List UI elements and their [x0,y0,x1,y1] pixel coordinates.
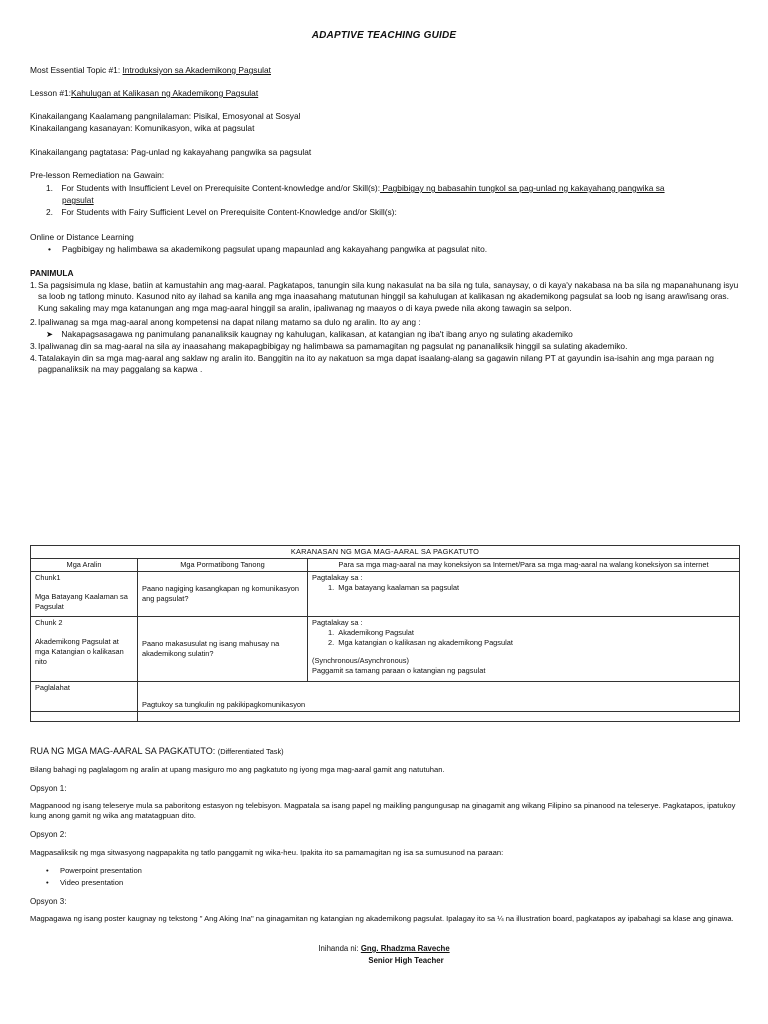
chunk1-question: Paano nagiging kasangkapan ng komunikasyon ang pagsulat? [138,571,308,616]
chunk2-cell [31,616,138,681]
option-2-text: Magpasaliksik ng mga sitwasyong nagpapakita ng tatlo panggamit ng wika-heu. Ipakita ito sa pamamagitan ng isa sa sumusunod na paraan: [30,848,504,857]
chunk2-title: Chunk 2 [35,617,63,627]
chunk1-discussion: Pagtalakay sa : [312,572,363,582]
option-3-label: Opsyon 3: [30,897,67,906]
arrow-bullet-icon: ➤ [46,329,54,339]
prepared-by [0,944,768,955]
rua-subheading: (Differentiated Task) [217,747,284,756]
remediation-item-2 [46,207,397,218]
topic-label: Most Essential Topic #1: [30,65,123,75]
chunk2-list-item-2: 2. Mga katangian o kalikasan ng akademikong Pagsulat [328,637,513,647]
chunk2-note: Paggamit sa tamang paraan o katangian ng pagsulat [312,665,486,675]
remediation-heading: Pre-lesson Remediation na Gawain: [30,170,165,180]
panimula-subitem-text: Nakapagsasagawa ng panimulang pananaliksik kaugnay ng kahulugan, kalikasan, at katangian ng iba't ibang anyo ng sulating akademiko [61,329,573,339]
header-internet: Para sa mga mag-aaral na may koneksiyon sa Internet/Para sa mga mag-aaral na walang koneksiyon sa internet [308,558,740,571]
remediation-value-1-cont: pagsulat [62,195,94,205]
option-2-label: Opsyon 2: [30,830,67,839]
chunk1-cell [31,571,138,616]
panimula-num-2: 2. [30,317,37,327]
option-2-item-2: Video presentation [60,878,124,887]
header-tanong: Mga Pormatibong Tanong [138,558,308,571]
option-3-text: Magpagawa ng isang poster kaugnay ng tekstong " Ang Aking Ina" na ginagamitan ng katangian ng akademikong pagsulat. Ipalagay ito sa ¼ na illustration board, pagkatapos ay ipabahagi sa klase ang ginawa. [30,914,734,923]
remediation-label-1: For Students with Insufficient Level on Prerequisite Content-knowledge and/or Skill(s): [61,183,381,193]
chunk2-discussion: Pagtalakay sa : [312,617,363,627]
option-1-text: Magpanood ng isang teleserye mula sa paboritong estasyon ng telebisyon. Magpatala sa isang papel ng maikling pangungusap na ginagamit ang wikang Filipino sa pinanood na teleserye. Pagkatapos, ipatukoy kung anong gamit ng wika ang matatagpuan dito. [30,801,736,821]
remediation-item-1 [46,183,665,194]
teacher-name: Gng. Rhadzma Raveche [360,944,450,953]
teacher-role: Senior High Teacher [368,956,444,965]
remediation-value-1: Pagbibigay ng babasahin tungkol sa pag-unlad ng kakayahang pangwika sa [380,183,665,193]
panimula-num-1: 1. [30,280,37,290]
chunk1-title: Chunk1 [35,572,61,582]
chunk2-list-item-1: 1. Akademikong Pagsulat [328,627,414,637]
panimula-num-3: 3. [30,341,37,351]
panimula-text-3: Ipaliwanag din sa mag-aaral na sila ay inaasahang makapagbibigay ng halimbawa sa pamamagitan ng pagsulat ng pananaliksik hinggil sa sulating akademiko. [38,341,628,351]
chunk2-question: Paano makasusulat ng isang mahusay na akademikong sulatin? [138,616,308,681]
rua-heading-text: RUA NG MGA MAG-AARAL SA PAGKATUTO: [30,746,216,756]
knowledge-line: Kinakailangang Kaalamang pangnilalaman: Pisikal, Emosyonal at Sosyal [30,111,301,121]
panimula-item-4 [30,353,742,376]
header-aralin: Mga Aralin [31,558,138,571]
remediation-num-1: 1. [46,183,53,193]
assessment-line: Kinakailangang pagtatasa: Pag-unlad ng kakayahang pangwika sa pagsulat [30,147,312,157]
panimula-subitem [46,329,573,340]
panimula-text-2: Ipaliwanag sa mga mag-aaral anong kompetensi na dapat nilang matamo sa dulo ng aralin. Ito ay ang : [38,317,421,327]
online-heading: Online or Distance Learning [30,232,134,242]
paglalahat-title: Paglalahat [31,681,138,711]
table-caption: KARANASAN NG MGA MAG-AARAL SA PAGKATUTO [31,546,740,559]
topic-line [30,65,271,76]
panimula-num-4: 4. [30,353,37,363]
skills-line: Kinakailangang kasanayan: Komunikasyon, wika at pagsulat [30,123,255,133]
panimula-item-2 [30,317,742,328]
panimula-heading: PANIMULA [30,268,74,278]
panimula-text-1: Sa pagsisimula ng klase, batiin at kamustahin ang mag-aaral. Pagkatapos, tanungin sila kung nakasulat na ba sila ng tula, sanaysay, o di kaya'y nakabasa na ba sila ng mapanahunang isyu sa loob ng tatlong minuto. Kasunod nito ay ilahad sa kanila ang mga inaasahang matutunan hinggil sa kahulugan at kalikasan ng akademikong pagsulat sa loob ng isang araw/isang oras. Kung sakaling may mga katanungan ang mga mag-aaral hinggil sa aralin, ipaliwanag ng maayos o di kaya pwede nila akong tawagin sa selpon. [38,280,739,313]
lesson-label: Lesson #1: [30,88,71,98]
panimula-text-4: Tatalakayin din sa mga mag-aaral ang saklaw ng aralin ito. Banggitin na ito ay nakatuon sa mga dapat isaalang-alang sa gagawin nilang PT at gayundin isa-isahin ang mga paraan ng pagpanaliksik na may paggalang sa kapwa . [38,353,714,375]
chunk1-discussion-cell [308,571,740,616]
rua-intro: Bilang bahagi ng paglalagom ng aralin at upang masiguro mo ang pagkatuto ng iyong mga mag-aaral gamit ang natutuhan. [30,765,445,774]
chunk2-discussion-cell [308,616,740,681]
remediation-label-2: For Students with Fairy Sufficient Level on Prerequisite Content-Knowledge and/or Skill(s): [61,207,397,217]
lesson-value: Kahulugan at Kalikasan ng Akademikong Pagsulat [70,88,259,98]
option-2-item-1: Powerpoint presentation [60,866,142,875]
rua-heading [30,745,284,757]
topic-value: Introduksiyon sa Akademikong Pagsulat [122,65,271,75]
panimula-item-3 [30,341,742,352]
online-item-text: Pagbibigay ng halimbawa sa akademikong pagsulat upang mapaunlad ang kakayahang pangwika at pagsulat nito. [62,244,488,254]
online-item [62,244,487,255]
empty-cell [31,711,138,721]
paglalahat-text: Pagtukoy sa tungkulin ng pakikipagkomunikasyon [138,681,740,711]
chunk1-list [312,583,735,593]
learning-experience-table [30,545,740,722]
lesson-line [30,88,258,99]
chunk1-list-item: 1. Mga batayang kaalaman sa pagsulat [328,582,460,592]
panimula-item-1 [30,280,742,314]
prepared-label: Inihanda ni: [318,944,361,953]
chunk2-topic: Akademikong Pagsulat at mga Katangian o kalikasan nito [35,636,124,666]
document-title: ADAPTIVE TEACHING GUIDE [311,30,457,41]
empty-cell [138,711,740,721]
remediation-num-2: 2. [46,207,53,217]
chunk2-mode: (Synchronous/Asynchronous) [312,655,409,665]
chunk1-topic: Mga Batayang Kaalaman sa Pagsulat [35,591,128,611]
option-1-label: Opsyon 1: [30,784,67,793]
chunk2-list [312,628,735,648]
